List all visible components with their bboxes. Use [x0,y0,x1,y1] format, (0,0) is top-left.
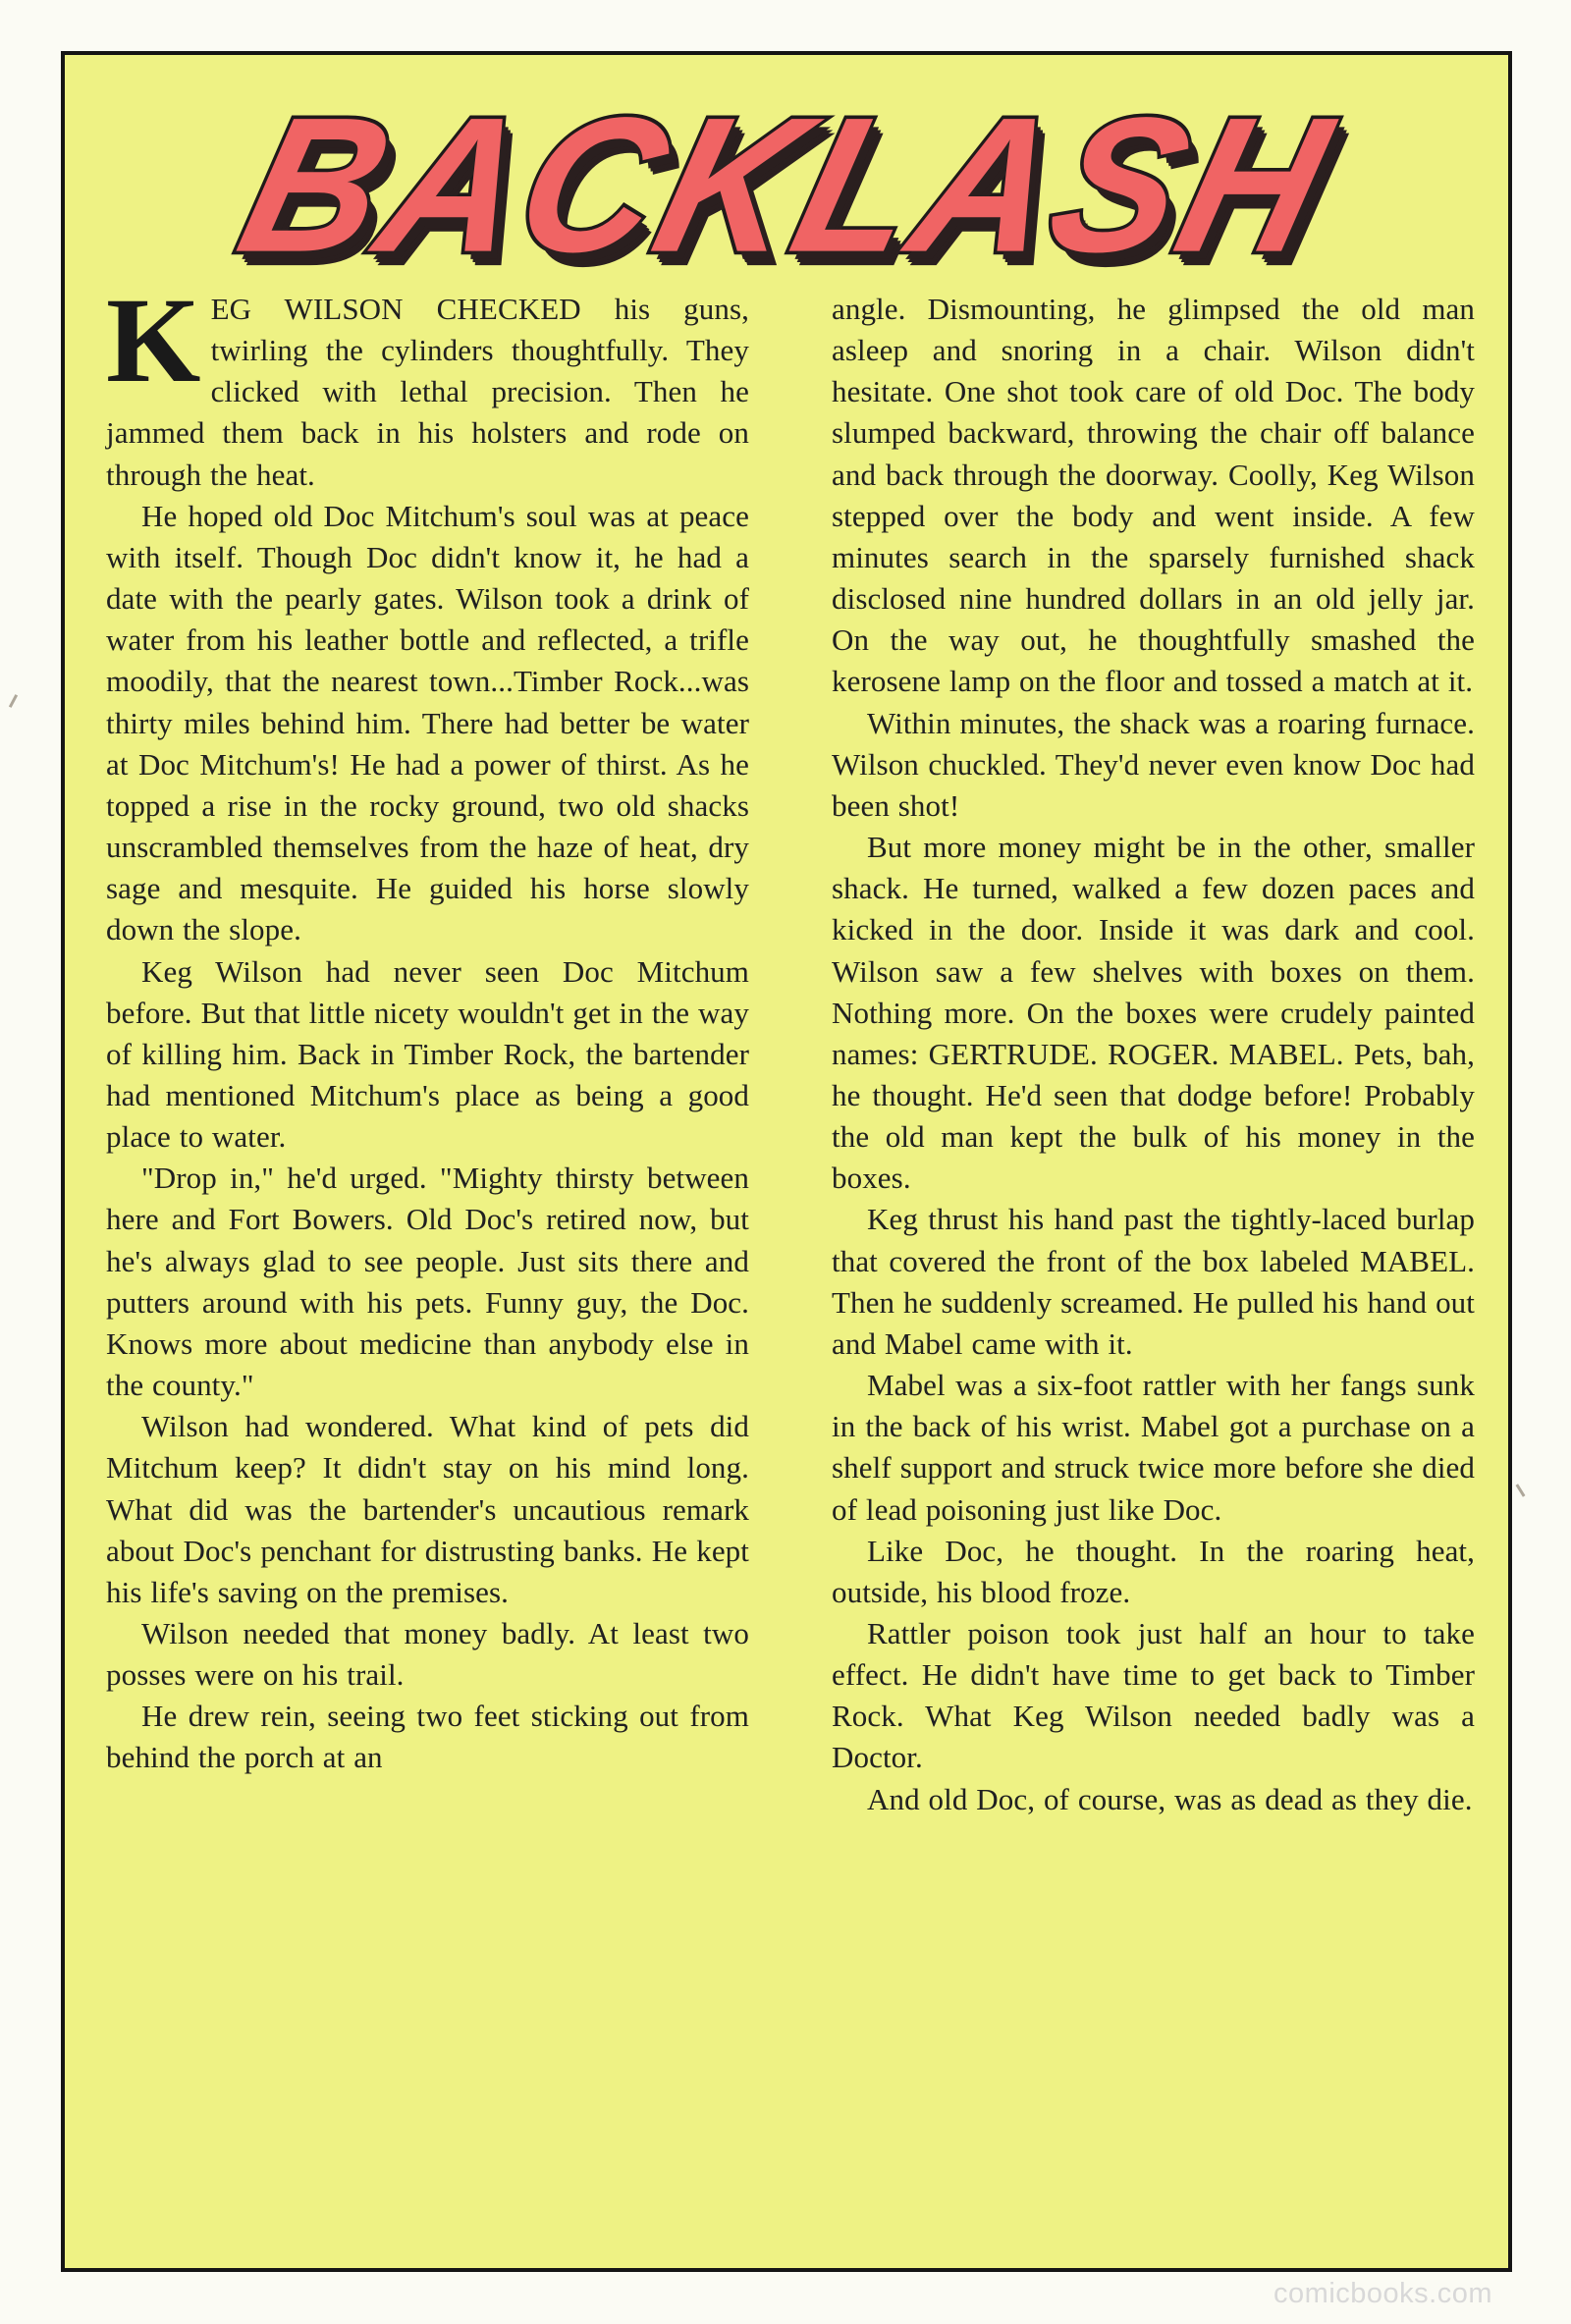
story-paragraph: Keg thrust his hand past the tightly-laced burlap that covered the front of the box labeled MABEL. Then he suddenly screamed. He pulled his hand out and Mabel came with it. [832,1202,1475,1361]
story-paragraph: Like Doc, he thought. In the roaring heat, outside, his blood froze. [832,1533,1475,1609]
story-paragraph: Wilson needed that money badly. At least two posses were on his trail. [106,1616,749,1693]
title-banner [65,77,1508,293]
story-paragraph: Mabel was a six-foot rattler with her fangs sunk in the back of his wrist. Mabel got a purchase on a shelf support and struck twice more before she died of lead poisoning just like Doc. [832,1368,1475,1527]
story-paragraph: angle. Dismounting, he glimpsed the old man asleep and snoring in a chair. Wilson didn't hesitate. One shot took care of old Doc. The body slumped backward, throwing the chair off balance and back through the doorway. Coolly, Keg Wilson stepped over the body and went inside. A few minutes search in the sparsely furnished shack disclosed nine hundred dollars in an old jelly jar. On the way out, he thoughtfully smashed the kerosene lamp on the floor and tossed a match at it. [832,292,1475,699]
site-watermark: comicbooks.com [1273,2278,1492,2309]
story-paragraph: He drew rein, seeing two feet sticking out from behind the porch at an [106,1699,749,1775]
story-paragraph: "Drop in," he'd urged. "Mighty thirsty between here and Fort Bowers. Old Doc's retired now, but he's always glad to see people. Just sits there and putters around with his pets. Funny guy, the Doc. Knows more about medicine than anybody else in the county." [106,1161,749,1403]
story-paragraph: Keg Wilson had never seen Doc Mitchum before. But that little nicety wouldn't get in the way of killing him. Back in Timber Rock, the bartender had mentioned Mitchum's place as being a good place to water. [106,953,749,1155]
story-paragraph: Wilson had wondered. What kind of pets did Mitchum keep? It didn't stay on his mind long. What did was the bartender's uncautious remark about Doc's penchant for distrusting banks. He kept his life's saving on the premises. [106,1409,749,1609]
story-columns [106,273,1475,2193]
drop-cap: K [106,273,201,407]
margin-mark [1516,1484,1526,1496]
story-paragraph: But more money might be in the other, smaller shack. He turned, walked a few dozen paces and kicked in the door. Inside it was dark and cool. Wilson saw a few shelves with boxes on them. Nothing more. On the boxes were crudely painted names: GERTRUDE. ROGER. MABEL. Pets, bah, he thought. He'd seen that dodge before! Probably the old man kept the bulk of his money in the boxes. [832,830,1475,1196]
left-column [106,273,749,2193]
story-page-panel [61,51,1512,2272]
story-paragraph: Rattler poison took just half an hour to take effect. He didn't have time to get back to Timber Rock. What Keg Wilson needed badly was a Doctor. [832,1616,1475,1775]
story-paragraph: Within minutes, the shack was a roaring furnace. Wilson chuckled. They'd never even know Doc had been shot! [832,705,1475,823]
right-column [832,289,1475,2193]
story-paragraph [106,273,749,496]
story-title: BACKLASH [222,77,1351,293]
story-paragraph: And old Doc, of course, was as dead as they die. [867,1781,1473,1816]
margin-mark [9,694,18,708]
story-paragraph: He hoped old Doc Mitchum's soul was at peace with itself. Though Doc didn't know it, he had a date with the pearly gates. Wilson took a drink of water from his leather bottle and reflected, a trifle moodily, that the nearest town...Timber Rock...was thirty miles behind him. There had better be water at Doc Mitchum's! He had a power of thirst. As he topped a rise in the rocky ground, two old shacks unscrambled themselves from the haze of heat, dry sage and mesquite. He guided his horse slowly down the slope. [106,498,749,947]
paragraph-text: EG WILSON CHECKED his guns, twirling the cylinders thoughtfully. They clicked with lethal precision. Then he jammed them back in his holsters and rode on through the heat. [106,292,749,492]
